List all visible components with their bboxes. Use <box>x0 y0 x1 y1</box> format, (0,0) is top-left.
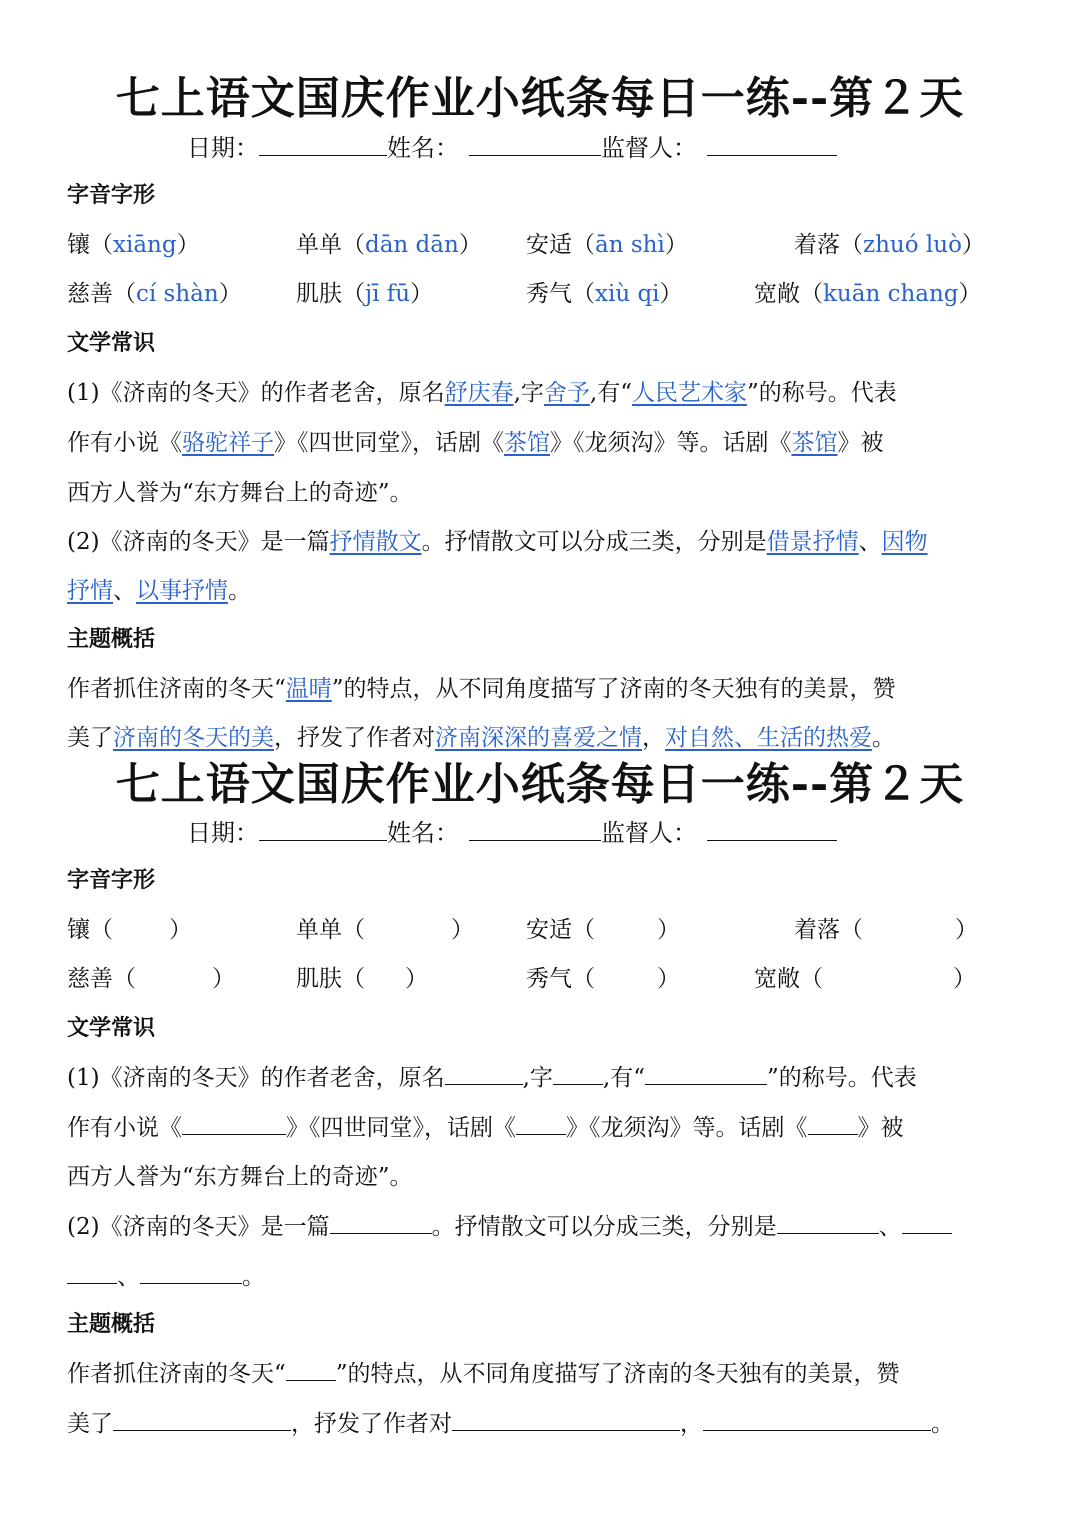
date-field[interactable] <box>259 818 387 841</box>
name-field[interactable] <box>469 818 601 841</box>
supervisor-label: 监督人： <box>601 134 697 162</box>
answer-blank[interactable] <box>286 1360 336 1381</box>
supervisor-field[interactable] <box>707 133 837 156</box>
name-field[interactable] <box>469 133 601 156</box>
paragraph-line: 作者抓住济南的冬天“温晴”的特点，从不同角度描写了济南的冬天独有的美景，赞 <box>67 676 896 702</box>
answer-blank[interactable] <box>445 1064 523 1085</box>
paragraph-line: (1)《济南的冬天》的作者老舍，原名 ,字 ,有“ ”的称号。代表 <box>67 1065 917 1091</box>
paragraph-line: (1)《济南的冬天》的作者老舍，原名舒庆春,字舍予,有“人民艺术家”的称号。代表 <box>67 380 897 406</box>
answer-blank[interactable] <box>182 1114 286 1135</box>
paragraph-line: 作有小说《骆驼祥子》《四世同堂》，话剧《茶馆》《龙须沟》等。话剧《茶馆》被 <box>67 430 884 456</box>
supervisor-field[interactable] <box>707 818 837 841</box>
phonetic-blank-item[interactable]: 安适（ ） <box>526 917 680 943</box>
date-label: 日期： <box>187 819 259 847</box>
name-label: 姓名： <box>387 819 459 847</box>
phonetic-item: 单单（dān dān） <box>296 232 482 258</box>
phonetic-item: 肌肤（jī fū） <box>296 281 434 307</box>
phonetic-item: 安适（ān shì） <box>526 232 688 258</box>
phonetic-blank-item[interactable]: 宽敞（ ） <box>754 966 976 992</box>
phonetic-blank-item[interactable]: 秀气（ ） <box>526 966 680 992</box>
section-heading-phonetics: 字音字形 <box>67 867 156 893</box>
section-heading-literature: 文学常识 <box>67 330 156 356</box>
date-field[interactable] <box>259 133 387 156</box>
paragraph-line: (2)《济南的冬天》是一篇抒情散文。抒情散文可以分成三类，分别是借景抒情、因物 <box>67 529 928 555</box>
page-title: 七上语文国庆作业小纸条每日一练--第２天 <box>115 759 965 810</box>
paragraph-line: 西方人誉为“东方舞台上的奇迹”。 <box>67 1164 413 1190</box>
phonetic-item: 镶（xiāng） <box>67 232 200 258</box>
section-heading-literature: 文学常识 <box>67 1015 156 1041</box>
header-fields <box>187 128 837 163</box>
phonetic-blank-item[interactable]: 慈善（ ） <box>67 966 235 992</box>
paragraph-line: 作者抓住济南的冬天“ ”的特点，从不同角度描写了济南的冬天独有的美景，赞 <box>67 1361 900 1387</box>
header-fields <box>187 813 837 848</box>
phonetic-item: 慈善（cí shàn） <box>67 281 242 307</box>
phonetic-item: 秀气（xiù qi） <box>526 281 683 307</box>
answer-blank[interactable] <box>140 1263 242 1284</box>
answer-blank[interactable] <box>808 1114 858 1135</box>
paragraph-line: 作有小说《 》《四世同堂》，话剧《 》《龙须沟》等。话剧《 》被 <box>67 1115 904 1141</box>
date-label: 日期： <box>187 134 259 162</box>
page-title: 七上语文国庆作业小纸条每日一练--第２天 <box>115 73 965 124</box>
section-heading-theme: 主题概括 <box>67 626 156 652</box>
answer-blank[interactable] <box>67 1263 117 1284</box>
phonetic-blank-item[interactable]: 着落（ ） <box>794 917 978 943</box>
phonetic-blank-item[interactable]: 镶（ ） <box>67 917 192 943</box>
paragraph-line: (2)《济南的冬天》是一篇 。抒情散文可以分成三类，分别是 、 <box>67 1208 952 1241</box>
paragraph-line: 、 。 <box>67 1258 265 1291</box>
phonetic-blank-item[interactable]: 单单（ ） <box>296 917 474 943</box>
paragraph-line: 抒情、以事抒情。 <box>67 578 251 604</box>
supervisor-label: 监督人： <box>601 819 697 847</box>
answer-blank[interactable] <box>516 1114 566 1135</box>
paragraph-line: 美了 ，抒发了作者对 ， 。 <box>67 1411 954 1437</box>
section-heading-phonetics: 字音字形 <box>67 182 156 208</box>
section-heading-theme: 主题概括 <box>67 1311 156 1337</box>
answer-blank[interactable] <box>330 1213 432 1234</box>
answer-blank[interactable] <box>902 1213 952 1234</box>
answer-blank[interactable] <box>553 1064 603 1085</box>
name-label: 姓名： <box>387 134 459 162</box>
phonetic-item: 着落（zhuó luò） <box>794 232 985 258</box>
paragraph-line: 西方人誉为“东方舞台上的奇迹”。 <box>67 480 413 506</box>
answer-blank[interactable] <box>703 1410 931 1431</box>
answer-blank[interactable] <box>452 1410 680 1431</box>
answer-blank[interactable] <box>777 1213 879 1234</box>
answer-blank[interactable] <box>113 1410 291 1431</box>
paragraph-line: 美了济南的冬天的美，抒发了作者对济南深深的喜爱之情，对自然、生活的热爱。 <box>67 725 895 751</box>
phonetic-blank-item[interactable]: 肌肤（ ） <box>296 966 428 992</box>
phonetic-item: 宽敞（kuān chang） <box>754 281 982 307</box>
answer-blank[interactable] <box>645 1064 767 1085</box>
